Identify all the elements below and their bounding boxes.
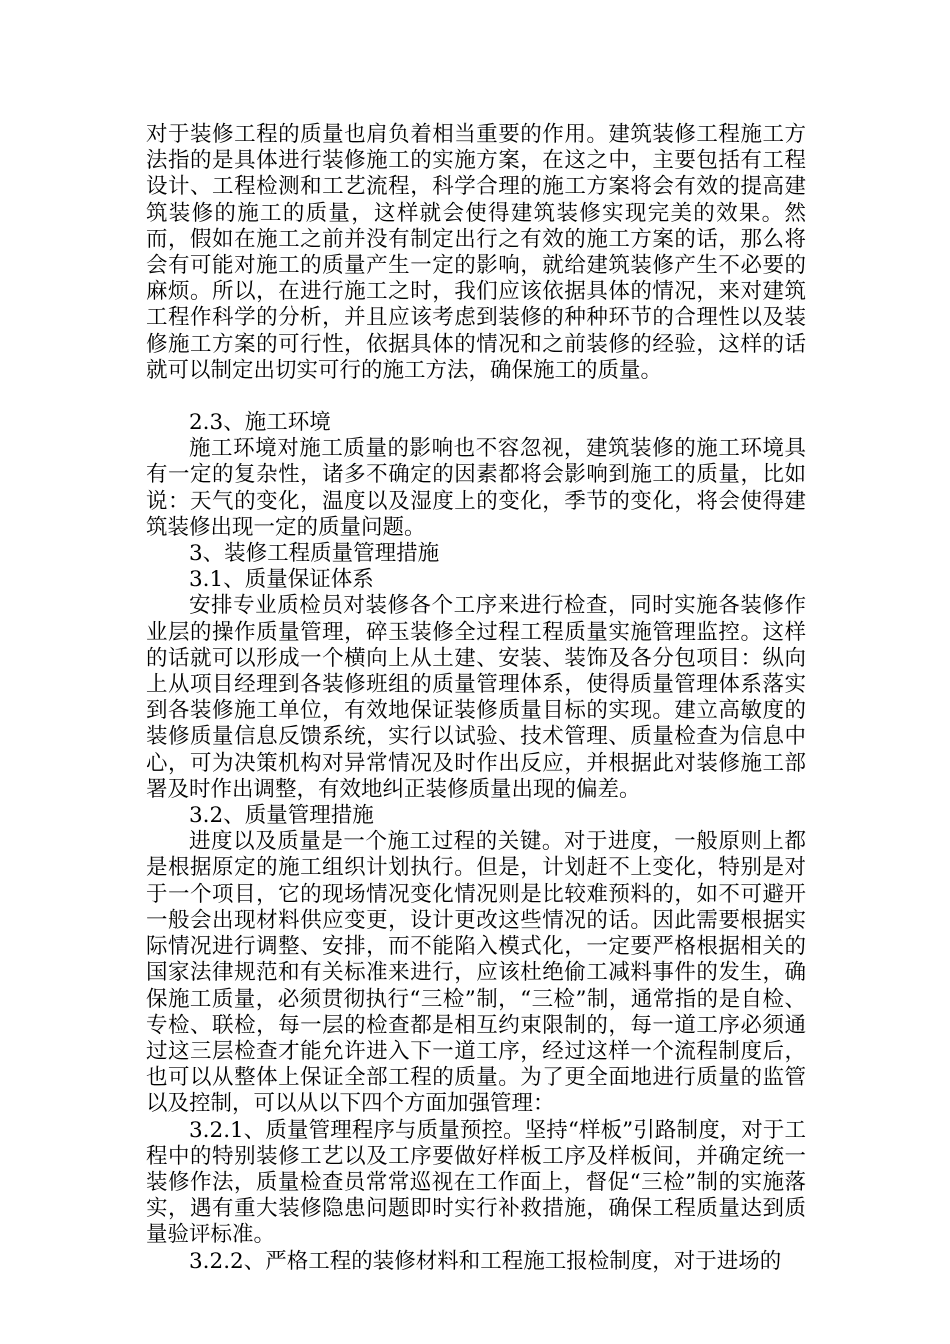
paragraph-gap [146, 384, 806, 410]
paragraph-3-2: 进度以及质量是一个施工过程的关键。对于进度，一般原则上都是根据原定的施工组织计划执行。但是，计划赶不上变化，特别是对于一个项目，它的现场情况变化情况则是比较难预料的，如不可避开一般会出现材料供应变更，设计更改这些情况的话。因此需要根据实际情况进行调整、安排，而不能陷入模式化，一定要严格根据相关的国家法律规范和有关标准来进行，应该杜绝偷工减料事件的发生，确保施工质量，必须贯彻执行“三检”制，“三检”制，通常指的是自检、专检、联检，每一层的检查都是相互约束限制的，每一道工序必须通过这三层检查才能允许进入下一道工序，经过这样一个流程制度后，也可以从整体上保证全部工程的质量。为了更全面地进行质量的监管以及控制，可以从以下四个方面加强管理： [146, 829, 806, 1117]
heading-3-1: 3.1、质量保证体系 [189, 567, 374, 593]
paragraph-3-1: 安排专业质检员对装修各个工序来进行检查，同时实施各装修作业层的操作质量管理，碎玉装修全过程工程质量实施管理监控。这样的话就可以形成一个横向上从土建、安装、装饰及各分包项目：纵向上从项目经理到各装修班组的质量管理体系，使得质量管理体系落实到各装修施工单位，有效地保证装修质量目标的实现。建立高敏度的装修质量信息反馈系统，实行以试验、技术管理、质量检查为信息中心，可为决策机构对异常情况及时作出反应，并根据此对装修施工部署及时作出调整，有效地纠正装修质量出现的偏差。 [146, 593, 806, 802]
paragraph-intro: 对于装修工程的质量也肩负着相当重要的作用。建筑装修工程施工方法指的是具体进行装修施工的实施方案，在这之中，主要包括有工程设计、工程检测和工艺流程，科学合理的施工方案将会有效的提高建筑装修的施工的质量，这样就会使得建筑装修实现完美的效果。然而，假如在施工之前并没有制定出行之有效的施工方案的话，那么将会有可能对施工的质量产生一定的影响，就给建筑装修产生不必要的麻烦。所以，在进行施工之时，我们应该依据具体的情况，来对建筑工程作科学的分析，并且应该考虑到装修的种种环节的合理性以及装修施工方案的可行性，依据具体的情况和之前装修的经验，这样的话就可以制定出切实可行的施工方法，确保施工的质量。 [146, 122, 806, 383]
paragraph-2-3: 施工环境对施工质量的影响也不容忽视，建筑装修的施工环境具有一定的复杂性，诸多不确定的因素都将会影响到施工的质量，比如说：天气的变化，温度以及湿度上的变化，季节的变化，将会使得建筑装修出现一定的质量问题。 [146, 436, 806, 540]
heading-3-2: 3.2、质量管理措施 [189, 803, 374, 829]
heading-2-3: 2.3、施工环境 [189, 410, 331, 436]
document-page [146, 122, 806, 1275]
paragraph-3-2-2: 3.2.2、严格工程的装修材料和工程施工报检制度，对于进场的 [189, 1248, 782, 1274]
paragraph-3-2-1: 3.2.1、质量管理程序与质量预控。坚持“样板”引路制度，对于工程中的特别装修工艺以及工序要做好样板工序及样板间，并确定统一装修作法，质量检查员常常巡视在工作面上，督促“三检”制的实施落实，遇有重大装修隐患问题即时实行补救措施，确保工程质量达到质量验评标准。 [146, 1117, 806, 1248]
heading-3: 3、装修工程质量管理措施 [189, 541, 440, 567]
